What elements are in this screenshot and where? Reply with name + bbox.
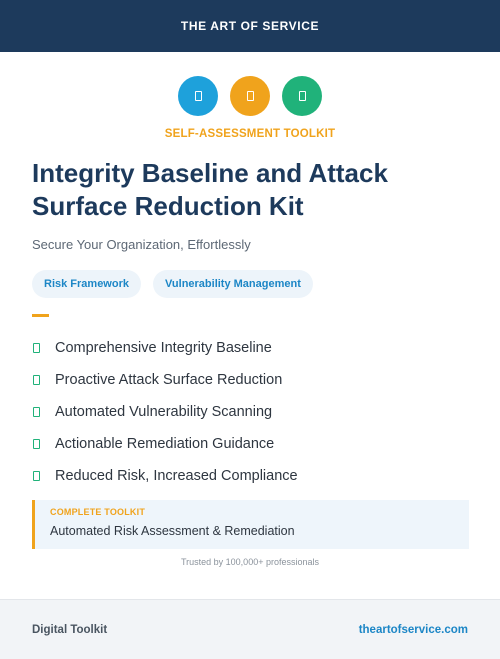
tag-list	[32, 270, 313, 298]
check-icon	[33, 407, 40, 417]
brand-banner	[0, 0, 500, 52]
feature-item	[32, 396, 472, 428]
callout-label: COMPLETE TOOLKIT	[50, 507, 146, 517]
document-icon	[178, 76, 218, 116]
check-icon	[33, 471, 40, 481]
feature-item	[32, 364, 472, 396]
feature-list	[32, 332, 472, 492]
check-icon	[33, 375, 40, 385]
check-icon	[33, 439, 40, 449]
tag-vulnerability-management: Vulnerability Management	[153, 270, 313, 298]
document-icon	[230, 76, 270, 116]
feature-item	[32, 332, 472, 364]
check-icon	[33, 343, 40, 353]
callout-text: Automated Risk Assessment & Remediation	[50, 524, 295, 538]
icon-row	[0, 76, 500, 116]
accent-divider	[32, 314, 49, 317]
footer-label: Digital Toolkit	[32, 623, 108, 636]
feature-text: Actionable Remediation Guidance	[55, 436, 275, 452]
kicker-label: SELF-ASSESSMENT TOOLKIT	[164, 128, 336, 140]
document-icon	[282, 76, 322, 116]
toolkit-callout	[32, 500, 469, 549]
footer	[0, 599, 500, 659]
feature-item	[32, 460, 472, 492]
subtitle: Secure Your Organization, Effortlessly	[32, 237, 251, 252]
tag-risk-framework: Risk Framework	[32, 270, 141, 298]
feature-text: Comprehensive Integrity Baseline	[55, 340, 272, 356]
brand-name: THE ART OF SERVICE	[180, 19, 320, 33]
page-title: Integrity Baseline and Attack Surface Reduction Kit	[32, 158, 388, 221]
feature-text: Proactive Attack Surface Reduction	[55, 372, 283, 388]
trust-statement: Trusted by 100,000+ professionals	[180, 557, 319, 567]
feature-text: Reduced Risk, Increased Compliance	[55, 468, 298, 484]
feature-text: Automated Vulnerability Scanning	[55, 404, 273, 420]
website-link[interactable]: theartofservice.com	[358, 623, 468, 636]
feature-item	[32, 428, 472, 460]
